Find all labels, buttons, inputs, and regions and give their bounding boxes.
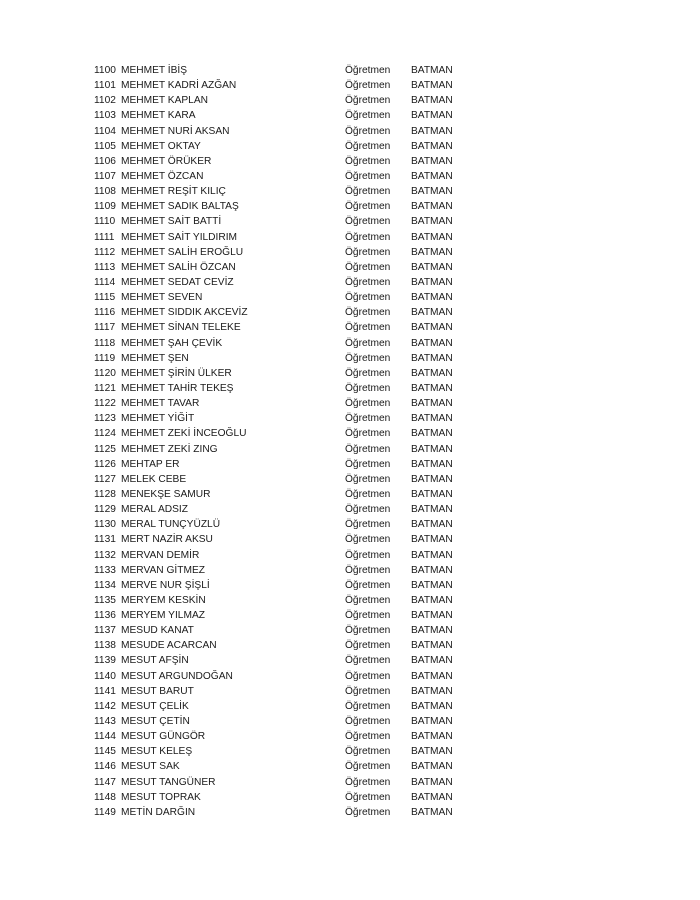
- person-name: MESUT ARGUNDOĞAN: [121, 670, 233, 682]
- person-name: MEHMET SALİH ÖZCAN: [121, 261, 236, 273]
- person-role: Öğretmen: [345, 322, 391, 334]
- row-number: 1140: [94, 670, 116, 682]
- row-number: 1103: [94, 110, 116, 122]
- row-number: 1126: [94, 458, 116, 470]
- person-name: MEHMET TAHİR TEKEŞ: [121, 382, 234, 394]
- person-city: BATMAN: [411, 670, 453, 682]
- row-number: 1101: [94, 80, 116, 92]
- person-role: Öğretmen: [345, 685, 391, 697]
- person-role: Öğretmen: [345, 746, 391, 758]
- person-name: MEHMET KADRİ AZĞAN: [121, 80, 237, 92]
- person-role: Öğretmen: [345, 534, 391, 546]
- list-row: [94, 351, 474, 366]
- person-name: MEHMET ZEKİ ZING: [121, 443, 218, 455]
- row-number: 1145: [94, 746, 116, 758]
- row-number: 1148: [94, 791, 116, 803]
- row-number: 1100: [94, 65, 116, 76]
- person-city: BATMAN: [411, 322, 453, 334]
- person-role: Öğretmen: [345, 443, 391, 455]
- row-number: 1113: [94, 261, 116, 273]
- person-city: BATMAN: [411, 261, 453, 273]
- row-number: 1143: [94, 716, 116, 728]
- person-name: MEHMET ÖZCAN: [121, 170, 204, 182]
- list-row: [94, 517, 474, 532]
- person-role: Öğretmen: [345, 791, 391, 803]
- person-role: Öğretmen: [345, 216, 391, 228]
- list-row: [94, 457, 474, 472]
- person-name: MEHMET İBİŞ: [121, 65, 188, 76]
- person-city: BATMAN: [411, 806, 453, 818]
- person-name: MERYEM YILMAZ: [121, 610, 205, 622]
- person-city: BATMAN: [411, 292, 453, 304]
- person-role: Öğretmen: [345, 307, 391, 319]
- person-name: MEHMET REŞİT KILIÇ: [121, 186, 226, 198]
- person-name: MESUDE ACARCAN: [121, 640, 217, 652]
- row-number: 1123: [94, 413, 116, 425]
- person-city: BATMAN: [411, 201, 453, 213]
- list-row: [94, 411, 474, 426]
- person-name: MESUD KANAT: [121, 625, 194, 637]
- person-role: Öğretmen: [345, 382, 391, 394]
- person-role: Öğretmen: [345, 579, 391, 591]
- list-row: [94, 305, 474, 320]
- person-role: Öğretmen: [345, 519, 391, 531]
- person-role: Öğretmen: [345, 670, 391, 682]
- list-row: [94, 684, 474, 699]
- row-number: 1149: [94, 806, 116, 818]
- list-row: [94, 108, 474, 123]
- list-row: [94, 563, 474, 578]
- person-role: Öğretmen: [345, 776, 391, 788]
- row-number: 1111: [94, 231, 115, 243]
- person-role: Öğretmen: [345, 110, 391, 122]
- person-name: MESUT AFŞİN: [121, 655, 189, 667]
- person-role: Öğretmen: [345, 155, 391, 167]
- list-row: [94, 63, 474, 78]
- person-name: MEHMET SAİT BATTİ: [121, 216, 222, 228]
- person-role: Öğretmen: [345, 125, 391, 137]
- person-name: MEHMET SAİT YILDIRIM: [121, 231, 238, 243]
- person-role: Öğretmen: [345, 594, 391, 606]
- person-role: Öğretmen: [345, 140, 391, 152]
- list-row: [94, 487, 474, 502]
- person-role: Öğretmen: [345, 625, 391, 637]
- row-number: 1117: [94, 322, 116, 334]
- row-number: 1121: [94, 382, 116, 394]
- list-row: [94, 638, 474, 653]
- person-role: Öğretmen: [345, 716, 391, 728]
- person-name: MESUT SAK: [121, 761, 180, 773]
- person-city: BATMAN: [411, 504, 453, 516]
- person-city: BATMAN: [411, 564, 453, 576]
- list-row: [94, 532, 474, 547]
- person-name: MERVE NUR ŞİŞLİ: [121, 579, 210, 591]
- list-row: [94, 381, 474, 396]
- list-row: [94, 139, 474, 154]
- person-role: Öğretmen: [345, 413, 391, 425]
- person-city: BATMAN: [411, 216, 453, 228]
- person-name: MEHTAP ER: [121, 458, 180, 470]
- list-row: [94, 442, 474, 457]
- list-row: [94, 759, 474, 774]
- list-row: [94, 184, 474, 199]
- person-role: Öğretmen: [345, 337, 391, 349]
- person-city: BATMAN: [411, 791, 453, 803]
- row-number: 1138: [94, 640, 116, 652]
- row-number: 1110: [94, 216, 116, 228]
- person-role: Öğretmen: [345, 65, 391, 76]
- person-role: Öğretmen: [345, 276, 391, 288]
- list-row: [94, 593, 474, 608]
- person-city: BATMAN: [411, 428, 453, 440]
- person-role: Öğretmen: [345, 246, 391, 258]
- person-name: MESUT BARUT: [121, 685, 194, 697]
- row-number: 1114: [94, 276, 116, 288]
- list-row: [94, 729, 474, 744]
- person-city: BATMAN: [411, 307, 453, 319]
- row-number: 1146: [94, 761, 116, 773]
- list-row: [94, 396, 474, 411]
- person-role: Öğretmen: [345, 488, 391, 500]
- row-number: 1122: [94, 398, 116, 410]
- row-number: 1104: [94, 125, 116, 137]
- person-role: Öğretmen: [345, 95, 391, 107]
- row-number: 1108: [94, 186, 116, 198]
- person-name: MERVAN DEMİR: [121, 549, 200, 561]
- person-name: MESUT TANGÜNER: [121, 776, 216, 788]
- list-row: [94, 790, 474, 805]
- person-city: BATMAN: [411, 231, 453, 243]
- person-city: BATMAN: [411, 398, 453, 410]
- row-number: 1112: [94, 246, 116, 258]
- person-role: Öğretmen: [345, 731, 391, 743]
- person-name: MEHMET YİĞİT: [121, 413, 195, 425]
- person-name: MENEKŞE SAMUR: [121, 488, 211, 500]
- person-city: BATMAN: [411, 458, 453, 470]
- list-row: [94, 578, 474, 593]
- person-city: BATMAN: [411, 488, 453, 500]
- list-row: [94, 290, 474, 305]
- person-city: BATMAN: [411, 519, 453, 531]
- row-number: 1141: [94, 685, 116, 697]
- list-row: [94, 426, 474, 441]
- person-city: BATMAN: [411, 352, 453, 364]
- person-name: MEHMET SEVEN: [121, 292, 203, 304]
- row-number: 1131: [94, 534, 116, 546]
- row-number: 1115: [94, 292, 116, 304]
- list-row: [94, 275, 474, 290]
- person-city: BATMAN: [411, 534, 453, 546]
- person-city: BATMAN: [411, 276, 453, 288]
- person-name: MESUT KELEŞ: [121, 746, 193, 758]
- list-row: [94, 653, 474, 668]
- personnel-list: [94, 63, 474, 820]
- person-name: MESUT TOPRAK: [121, 791, 201, 803]
- person-role: Öğretmen: [345, 504, 391, 516]
- person-name: MERVAN GİTMEZ: [121, 564, 205, 576]
- person-name: METİN DARĞIN: [121, 806, 196, 818]
- row-number: 1139: [94, 655, 116, 667]
- list-row: [94, 154, 474, 169]
- person-name: MERAL ADSIZ: [121, 504, 188, 516]
- list-row: [94, 93, 474, 108]
- person-role: Öğretmen: [345, 640, 391, 652]
- person-role: Öğretmen: [345, 806, 391, 818]
- person-city: BATMAN: [411, 549, 453, 561]
- person-city: BATMAN: [411, 761, 453, 773]
- list-row: [94, 623, 474, 638]
- row-number: 1119: [94, 352, 116, 364]
- row-number: 1127: [94, 473, 116, 485]
- person-city: BATMAN: [411, 65, 453, 76]
- person-name: MERYEM KESKİN: [121, 594, 206, 606]
- person-city: BATMAN: [411, 640, 453, 652]
- person-city: BATMAN: [411, 80, 453, 92]
- row-number: 1125: [94, 443, 116, 455]
- list-row: [94, 502, 474, 517]
- person-city: BATMAN: [411, 700, 453, 712]
- person-city: BATMAN: [411, 246, 453, 258]
- person-name: MEHMET ŞİRİN ÜLKER: [121, 367, 232, 379]
- row-number: 1124: [94, 428, 116, 440]
- person-name: MEHMET TAVAR: [121, 398, 200, 410]
- person-name: MESUT ÇETİN: [121, 716, 190, 728]
- row-number: 1135: [94, 594, 116, 606]
- list-row: [94, 260, 474, 275]
- person-role: Öğretmen: [345, 261, 391, 273]
- list-row: [94, 699, 474, 714]
- person-role: Öğretmen: [345, 170, 391, 182]
- list-row: [94, 320, 474, 335]
- row-number: 1137: [94, 625, 116, 637]
- person-city: BATMAN: [411, 625, 453, 637]
- person-name: MESUT GÜNGÖR: [121, 731, 206, 743]
- person-role: Öğretmen: [345, 428, 391, 440]
- row-number: 1128: [94, 488, 116, 500]
- row-number: 1120: [94, 367, 116, 379]
- row-number: 1147: [94, 776, 116, 788]
- person-role: Öğretmen: [345, 201, 391, 213]
- person-name: MEHMET KARA: [121, 110, 196, 122]
- person-role: Öğretmen: [345, 292, 391, 304]
- row-number: 1105: [94, 140, 116, 152]
- row-number: 1106: [94, 155, 116, 167]
- person-city: BATMAN: [411, 594, 453, 606]
- person-city: BATMAN: [411, 610, 453, 622]
- person-name: MEHMET ZEKİ İNCEOĞLU: [121, 428, 247, 440]
- person-city: BATMAN: [411, 776, 453, 788]
- row-number: 1118: [94, 337, 116, 349]
- list-row: [94, 336, 474, 351]
- person-city: BATMAN: [411, 367, 453, 379]
- person-name: MEHMET KAPLAN: [121, 95, 208, 107]
- person-city: BATMAN: [411, 443, 453, 455]
- person-city: BATMAN: [411, 579, 453, 591]
- person-role: Öğretmen: [345, 80, 391, 92]
- row-number: 1129: [94, 504, 116, 516]
- person-role: Öğretmen: [345, 700, 391, 712]
- row-number: 1107: [94, 170, 116, 182]
- list-row: [94, 169, 474, 184]
- person-role: Öğretmen: [345, 610, 391, 622]
- row-number: 1133: [94, 564, 116, 576]
- person-city: BATMAN: [411, 746, 453, 758]
- person-city: BATMAN: [411, 186, 453, 198]
- person-city: BATMAN: [411, 155, 453, 167]
- person-name: MELEK CEBE: [121, 473, 187, 485]
- person-name: MESUT ÇELİK: [121, 700, 189, 712]
- list-row: [94, 230, 474, 245]
- row-number: 1136: [94, 610, 116, 622]
- person-role: Öğretmen: [345, 458, 391, 470]
- person-city: BATMAN: [411, 382, 453, 394]
- person-name: MERT NAZİR AKSU: [121, 534, 213, 546]
- list-row: [94, 78, 474, 93]
- row-number: 1142: [94, 700, 116, 712]
- person-city: BATMAN: [411, 473, 453, 485]
- row-number: 1102: [94, 95, 116, 107]
- person-city: BATMAN: [411, 170, 453, 182]
- list-row: [94, 548, 474, 563]
- person-city: BATMAN: [411, 95, 453, 107]
- list-row: [94, 199, 474, 214]
- person-name: MEHMET ÖRÜKER: [121, 155, 212, 167]
- person-city: BATMAN: [411, 685, 453, 697]
- person-name: MEHMET SALİH EROĞLU: [121, 246, 244, 258]
- list-row: [94, 714, 474, 729]
- person-role: Öğretmen: [345, 186, 391, 198]
- row-number: 1130: [94, 519, 116, 531]
- row-number: 1134: [94, 579, 116, 591]
- row-number: 1109: [94, 201, 116, 213]
- person-role: Öğretmen: [345, 398, 391, 410]
- person-city: BATMAN: [411, 140, 453, 152]
- person-name: MEHMET OKTAY: [121, 140, 201, 152]
- person-city: BATMAN: [411, 655, 453, 667]
- list-row: [94, 245, 474, 260]
- person-role: Öğretmen: [345, 564, 391, 576]
- person-city: BATMAN: [411, 337, 453, 349]
- person-role: Öğretmen: [345, 549, 391, 561]
- person-role: Öğretmen: [345, 761, 391, 773]
- person-role: Öğretmen: [345, 473, 391, 485]
- person-name: MEHMET ŞEN: [121, 352, 189, 364]
- person-city: BATMAN: [411, 125, 453, 137]
- person-role: Öğretmen: [345, 367, 391, 379]
- person-city: BATMAN: [411, 716, 453, 728]
- person-name: MEHMET SIDDIK AKCEVİZ: [121, 307, 248, 319]
- list-row: [94, 366, 474, 381]
- row-number: 1116: [94, 307, 116, 319]
- list-row: [94, 805, 474, 820]
- person-role: Öğretmen: [345, 352, 391, 364]
- list-row: [94, 124, 474, 139]
- person-city: BATMAN: [411, 110, 453, 122]
- list-row: [94, 472, 474, 487]
- person-name: MEHMET SADIK BALTAŞ: [121, 201, 239, 213]
- person-name: MEHMET SİNAN TELEKE: [121, 322, 241, 334]
- list-row: [94, 669, 474, 684]
- person-name: MERAL TUNÇYÜZLÜ: [121, 519, 221, 531]
- person-city: BATMAN: [411, 731, 453, 743]
- list-row: [94, 775, 474, 790]
- person-name: MEHMET NURİ AKSAN: [121, 125, 230, 137]
- person-role: Öğretmen: [345, 655, 391, 667]
- person-role: Öğretmen: [345, 231, 391, 243]
- row-number: 1144: [94, 731, 116, 743]
- person-city: BATMAN: [411, 413, 453, 425]
- list-row: [94, 744, 474, 759]
- person-name: MEHMET SEDAT CEVİZ: [121, 276, 234, 288]
- person-name: MEHMET ŞAH ÇEVİK: [121, 337, 223, 349]
- list-row: [94, 214, 474, 229]
- list-row: [94, 608, 474, 623]
- row-number: 1132: [94, 549, 116, 561]
